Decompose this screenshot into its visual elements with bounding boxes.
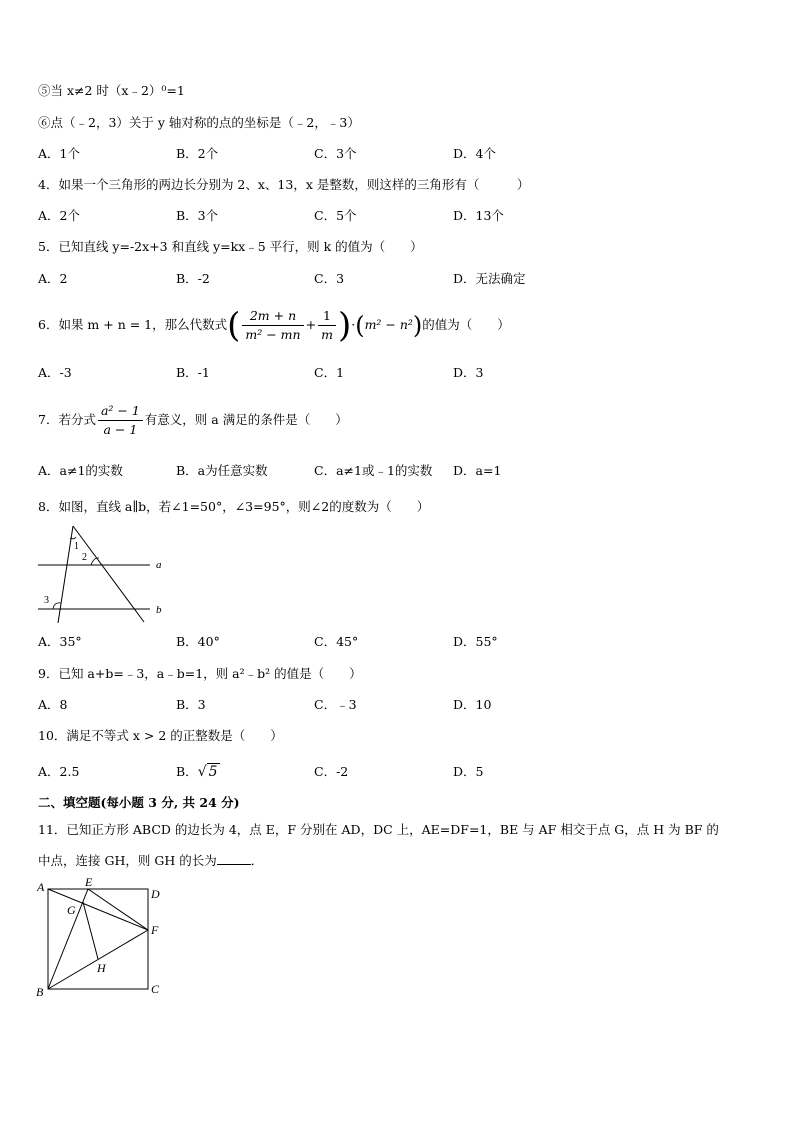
q11-label-e: E (85, 875, 93, 889)
q11-label-a: A (37, 880, 45, 894)
q6-fraction-2-numerator: 1 (318, 307, 336, 326)
q5-option-a: A．2 (38, 271, 68, 286)
q8-transversal-right (73, 526, 144, 622)
q3-option-c: C．3个 (314, 146, 357, 161)
q7-text (38, 398, 348, 442)
sqrt-icon: √ 5 (197, 764, 218, 780)
q5-text: 5．已知直线 y=-2x+3 和直线 y=kx﹣5 平行，则 k 的值为（ ） (38, 239, 423, 254)
q7-option-a: A．a≠1的实数 (38, 463, 123, 478)
q8-option-d: D．55° (453, 634, 498, 649)
q8-option-b: B．40° (176, 634, 220, 649)
q6-suffix: 的值为（ ） (422, 317, 510, 332)
q8-label-a: a (156, 559, 162, 571)
q9-text: 9．已知 a+b=﹣3，a﹣b=1，则 a²﹣b² 的值是（ ） (38, 666, 362, 681)
q7-fraction (98, 402, 143, 439)
q7-fraction-numerator: a² − 1 (98, 402, 143, 421)
q8-transversal-left (58, 526, 73, 623)
q10-option-b (176, 763, 220, 781)
q11-label-d: D (151, 887, 160, 901)
q7-fraction-denominator: a − 1 (103, 422, 138, 437)
q11-segment-af (48, 889, 148, 930)
q4-option-b: B．3个 (176, 208, 219, 223)
q6-option-b: B．-1 (176, 365, 210, 380)
q4-option-d: D．13个 (453, 208, 504, 223)
q10-option-b-label: B． (176, 764, 198, 779)
q8-label-3: 3 (44, 595, 49, 606)
q8-option-a: A．35° (38, 634, 82, 649)
q6-fraction-2-denominator: m (321, 327, 333, 342)
q11-line-1: 11．已知正方形 ABCD 的边长为 4，点 E，F 分别在 AD，DC 上，AE=DF=1，BE 与 AF 相交于点 G，点 H 为 BF 的 (38, 822, 719, 837)
q6-factor-right-paren: ) (412, 311, 423, 340)
q3-item-6: ⑥点（﹣2，3）关于 y 轴对称的点的坐标是（﹣2，﹣3） (38, 115, 360, 130)
q5-option-d: D．无法确定 (453, 271, 526, 286)
q11-label-g: G (67, 903, 76, 917)
answer-blank (217, 852, 251, 865)
q8-label-2: 2 (82, 552, 87, 563)
q8-angle-3-arc (53, 603, 61, 609)
q9-option-d: D．10 (453, 697, 492, 712)
q6-option-a: A．-3 (38, 365, 72, 380)
q11-line-2-suffix: ． (250, 853, 264, 868)
q6-dot: · (351, 317, 356, 332)
q9-option-b: B．3 (176, 697, 206, 712)
q6-factor-left-paren: ( (355, 311, 365, 340)
q6-option-d: D．3 (453, 365, 484, 380)
q11-segment-bf (48, 930, 148, 989)
q8-option-c: C．45° (314, 634, 359, 649)
q7-prefix: 7．若分式 (38, 412, 96, 427)
q10-option-b-radicand: 5 (208, 764, 218, 780)
q6-plus: + (305, 317, 317, 332)
q6-fraction-2 (318, 307, 336, 344)
q11-label-h: H (97, 961, 106, 975)
q7-option-c: C．a≠1或﹣1的实数 (314, 463, 433, 478)
q5-option-b: B．-2 (176, 271, 210, 286)
section-title: 二、填空题(每小题 3 分, 共 24 分) (38, 795, 240, 810)
q11-line-2-prefix: 中点，连接 GH，则 GH 的长为 (38, 853, 217, 868)
q10-option-c: C．-2 (314, 764, 349, 779)
q7-option-b: B．a为任意实数 (176, 463, 268, 478)
q3-option-d: D．4个 (453, 146, 496, 161)
q11-label-f: F (151, 923, 159, 937)
q8-figure (36, 524, 176, 624)
q6-fraction-1-numerator: 2m + n (242, 307, 303, 326)
q7-option-d: D．a=1 (453, 463, 502, 478)
q6-option-c: C．1 (314, 365, 345, 380)
q4-text: 4．如果一个三角形的两边长分别为 2、x、13，x 是整数，则这样的三角形有（ ） (38, 177, 530, 192)
q10-option-d: D．5 (453, 764, 484, 779)
q10-option-a: A．2.5 (38, 764, 80, 779)
q10-text: 10．满足不等式 x > 2 的正整数是（ ） (38, 728, 283, 743)
q11-figure (34, 874, 169, 1004)
q6-left-paren: ( (227, 305, 241, 346)
q11-line-2 (38, 852, 263, 870)
q8-label-1: 1 (74, 541, 79, 552)
q11-label-b: B (36, 985, 44, 999)
q11-label-c: C (151, 982, 160, 996)
q9-option-a: A．8 (38, 697, 68, 712)
q6-fraction-1 (242, 307, 303, 344)
q3-option-b: B．2个 (176, 146, 219, 161)
q8-text: 8．如图，直线 a∥b，若∠1=50°，∠3=95°，则∠2的度数为（ ） (38, 499, 430, 514)
q6-right-paren: ) (337, 305, 352, 346)
q6-factor: m² − n² (364, 317, 413, 332)
q5-option-c: C．3 (314, 271, 345, 286)
q4-option-c: C．5个 (314, 208, 357, 223)
q7-suffix: 有意义，则 a 满足的条件是（ ） (144, 412, 348, 427)
q9-option-c: C．﹣3 (314, 697, 357, 712)
q11-segment-gh (83, 902, 98, 959)
q4-option-a: A．2个 (38, 208, 80, 223)
q8-label-b: b (156, 604, 162, 616)
q3-item-5: ⑤当 x≠2 时（x﹣2）⁰=1 (38, 83, 185, 98)
q6-text (38, 300, 510, 350)
q6-prefix: 6．如果 m + n = 1，那么代数式 (38, 317, 228, 332)
q6-fraction-1-denominator: m² − mn (245, 327, 301, 342)
q3-option-a: A．1个 (38, 146, 80, 161)
